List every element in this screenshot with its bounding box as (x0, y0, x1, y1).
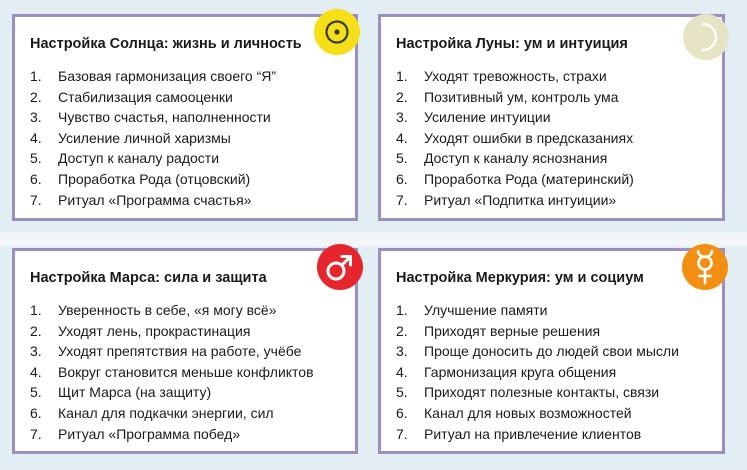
list-item: 1. Улучшение памяти (396, 302, 548, 318)
list-item: 6. Канал для подкачки энергии, сил (30, 404, 274, 421)
mars-symbol-icon (317, 244, 363, 290)
list-item: 7. Ритуал «Подпитка интуиции» (396, 191, 617, 208)
list-item: 1. Уходят тревожность, страхи (396, 68, 607, 84)
list-item: 3. Уходят препятствия на работе, учёбе (30, 343, 302, 360)
list-item: 2. Приходят верные решения (396, 322, 601, 339)
card-moon (378, 14, 725, 221)
list-item: 1. Базовая гармонизация своего “Я” (30, 68, 277, 84)
card-title: Настройка Марса: сила и защита (30, 270, 267, 286)
card-title: Настройка Луны: ум и интуиция (396, 36, 628, 52)
list-item: 4. Вокруг становится меньше конфликтов (30, 363, 314, 380)
item-list (30, 300, 355, 444)
list-item: 3. Чувство счастья, наполненности (30, 109, 271, 126)
card-mars (12, 248, 358, 454)
moon-symbol-icon (683, 14, 729, 60)
sun-symbol-icon (314, 9, 360, 55)
list-item: 6. Проработка Рода (отцовский) (30, 170, 251, 187)
list-item: 7. Ритуал на привлечение клиентов (396, 425, 642, 442)
list-item: 4. Гармонизация круга общения (396, 363, 617, 380)
card-title: Настройка Меркурия: ум и социум (396, 270, 644, 286)
list-item: 5. Доступ к каналу радости (30, 150, 220, 167)
list-item: 7. Ритуал «Программа счастья» (30, 191, 252, 208)
list-item: 6. Проработка Рода (материнский) (396, 170, 634, 187)
list-item: 1. Уверенность в себе, «я могу всё» (30, 302, 277, 318)
list-item: 6. Канал для новых возможностей (396, 404, 632, 421)
background-band (0, 232, 747, 246)
mercury-symbol-icon (682, 244, 728, 290)
list-item: 2. Стабилизация самооценки (30, 88, 233, 105)
list-item: 3. Усиление интуиции (396, 109, 551, 126)
list-item: 4. Уходят ошибки в предсказаниях (396, 129, 634, 146)
list-item: 3. Проще доносить до людей свои мысли (396, 343, 679, 360)
item-list (396, 66, 722, 210)
list-item: 7. Ритуал «Программа побед» (30, 425, 241, 442)
list-item: 5. Приходят полезные контакты, связи (396, 384, 660, 401)
list-item: 4. Усиление личной харизмы (30, 129, 231, 146)
list-item: 2. Позитивный ум, контроль ума (396, 88, 619, 105)
list-item: 5. Доступ к каналу яснознания (396, 150, 608, 167)
item-list (396, 300, 722, 444)
list-item: 2. Уходят лень, прокрастинация (30, 322, 251, 339)
item-list (30, 66, 355, 210)
card-sun (12, 14, 358, 221)
card-mercury (378, 248, 725, 454)
list-item: 5. Щит Марса (на защиту) (30, 384, 212, 401)
card-title: Настройка Солнца: жизнь и личность (30, 36, 302, 52)
